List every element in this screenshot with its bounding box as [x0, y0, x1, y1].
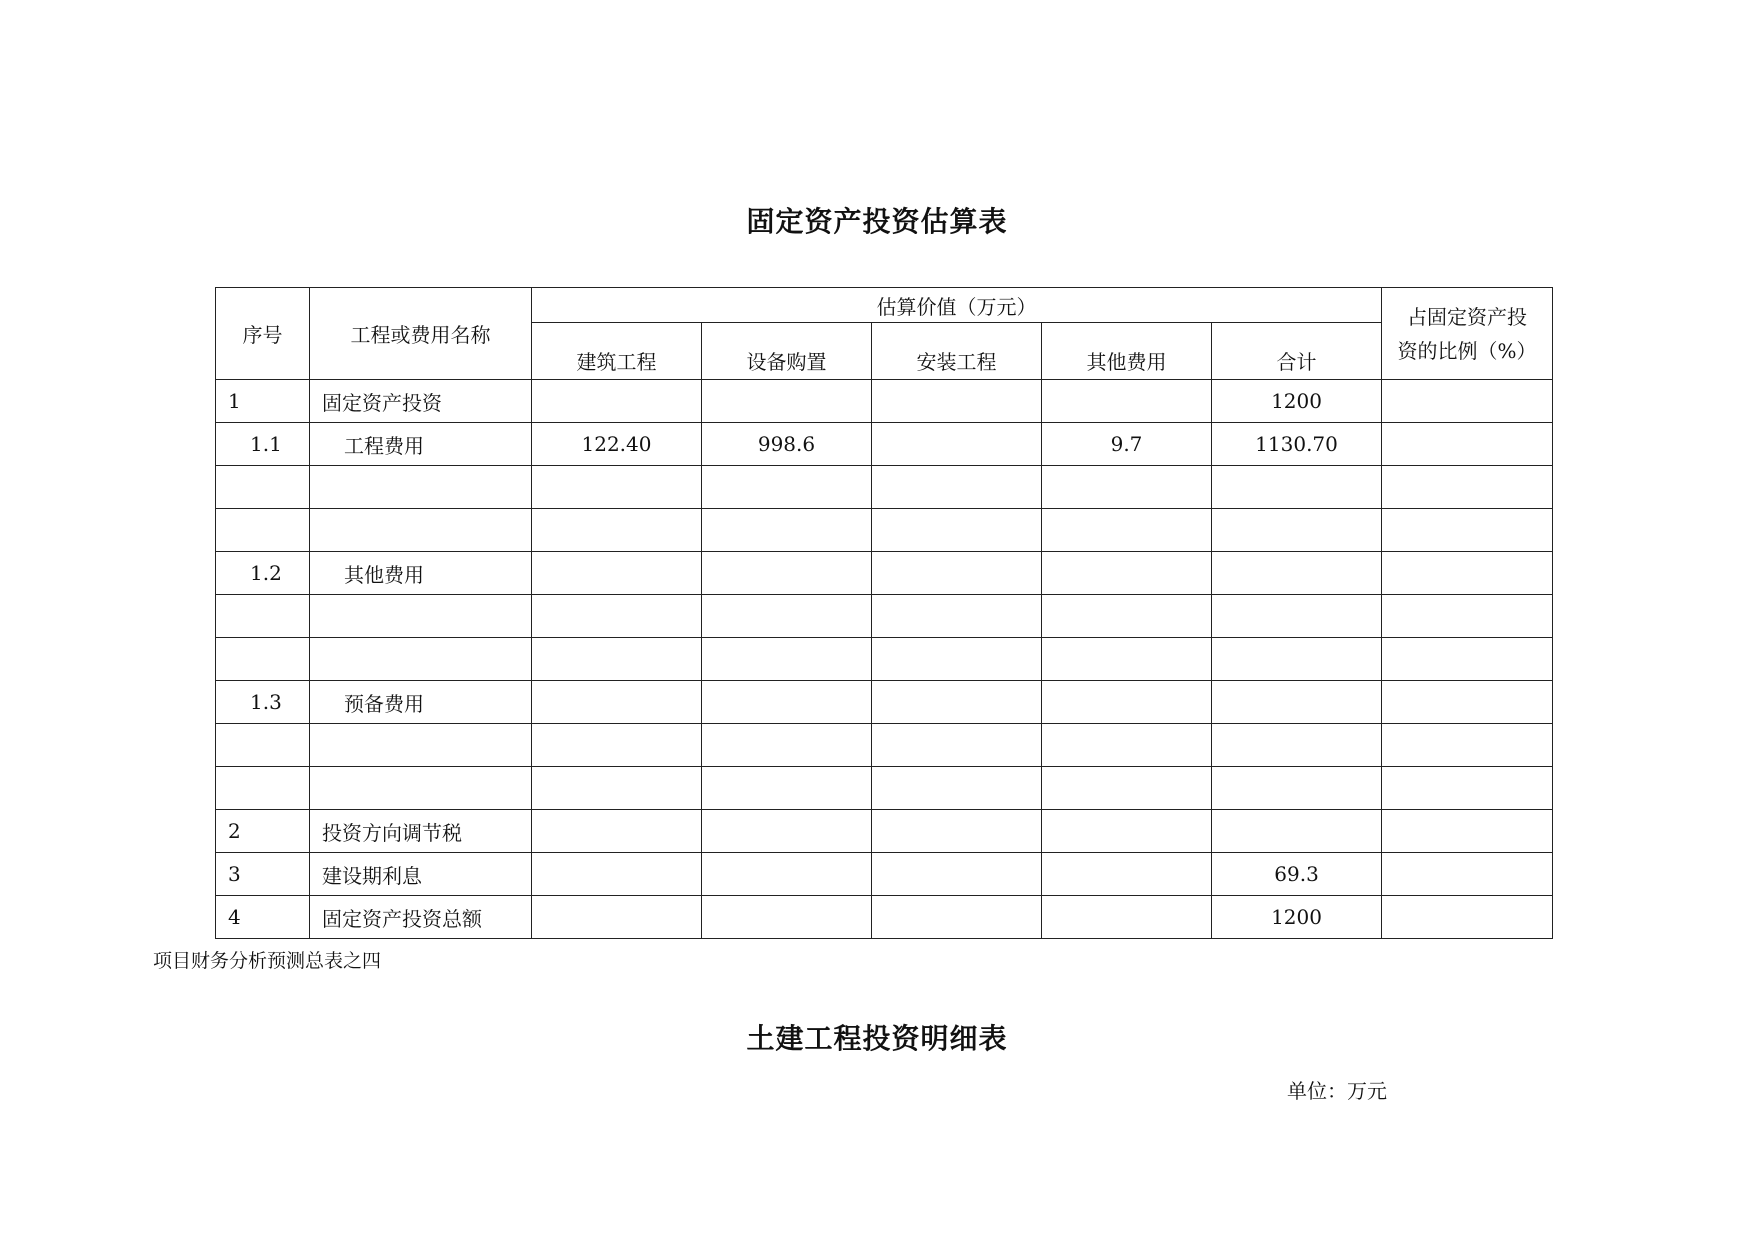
row-name: 建设期利息	[310, 853, 532, 896]
cell-ratio	[1382, 853, 1553, 896]
table-row	[216, 595, 1553, 638]
cell-total	[1212, 810, 1382, 853]
header-ratio-line2: 资的比例（%）	[1397, 338, 1537, 363]
cell-installation	[872, 767, 1042, 810]
cell-equipment	[702, 509, 872, 552]
cell-ratio	[1382, 423, 1553, 466]
cell-other	[1042, 810, 1212, 853]
row-name: 固定资产投资	[310, 380, 532, 423]
cell-installation	[872, 724, 1042, 767]
cell-other	[1042, 681, 1212, 724]
row-seq: 3	[216, 853, 310, 896]
header-col-building: 建筑工程	[532, 323, 702, 380]
cell-total	[1212, 466, 1382, 509]
cell-ratio	[1382, 466, 1553, 509]
cell-equipment	[702, 724, 872, 767]
cell-equipment	[702, 552, 872, 595]
cell-ratio	[1382, 767, 1553, 810]
cell-installation	[872, 681, 1042, 724]
cell-installation	[872, 509, 1042, 552]
cell-equipment	[702, 681, 872, 724]
header-ratio-line1: 占固定资产投	[1407, 304, 1528, 329]
row-name	[310, 466, 532, 509]
cell-building	[532, 853, 702, 896]
row-name	[310, 724, 532, 767]
cell-ratio	[1382, 380, 1553, 423]
table-row	[216, 423, 1553, 466]
cell-ratio	[1382, 509, 1553, 552]
cell-installation	[872, 896, 1042, 939]
row-name	[310, 595, 532, 638]
cell-equipment	[702, 853, 872, 896]
table-row	[216, 896, 1553, 939]
cell-other	[1042, 466, 1212, 509]
cell-building	[532, 724, 702, 767]
cell-total	[1212, 509, 1382, 552]
header-col-installation: 安装工程	[872, 323, 1042, 380]
row-seq	[216, 466, 310, 509]
table-row	[216, 853, 1553, 896]
cell-equipment	[702, 767, 872, 810]
row-name	[310, 509, 532, 552]
row-name: 工程费用	[310, 423, 532, 466]
cell-ratio	[1382, 595, 1553, 638]
cell-equipment	[702, 380, 872, 423]
cell-installation	[872, 595, 1042, 638]
cell-other	[1042, 638, 1212, 681]
cell-other	[1042, 767, 1212, 810]
cell-building: 122.40	[532, 423, 702, 466]
row-seq: 1.1	[216, 423, 310, 466]
cell-installation	[872, 423, 1042, 466]
cell-total	[1212, 724, 1382, 767]
table-row	[216, 552, 1553, 595]
cell-ratio	[1382, 810, 1553, 853]
cell-equipment: 998.6	[702, 423, 872, 466]
header-name: 工程或费用名称	[310, 288, 532, 380]
row-seq	[216, 595, 310, 638]
cell-building	[532, 595, 702, 638]
row-seq	[216, 724, 310, 767]
cell-installation	[872, 552, 1042, 595]
cell-total: 1200	[1212, 380, 1382, 423]
cell-building	[532, 509, 702, 552]
cell-total	[1212, 681, 1382, 724]
cell-other	[1042, 724, 1212, 767]
cell-installation	[872, 853, 1042, 896]
cell-other	[1042, 896, 1212, 939]
cell-total: 69.3	[1212, 853, 1382, 896]
cell-total: 1200	[1212, 896, 1382, 939]
cell-building	[532, 767, 702, 810]
table-row	[216, 767, 1553, 810]
table-row	[216, 724, 1553, 767]
row-name: 投资方向调节税	[310, 810, 532, 853]
cell-other	[1042, 853, 1212, 896]
cell-installation	[872, 466, 1042, 509]
cell-ratio	[1382, 681, 1553, 724]
cell-other: 9.7	[1042, 423, 1212, 466]
cell-ratio	[1382, 896, 1553, 939]
cell-other	[1042, 552, 1212, 595]
cell-equipment	[702, 896, 872, 939]
cell-total	[1212, 552, 1382, 595]
cell-total: 1130.70	[1212, 423, 1382, 466]
cell-total	[1212, 595, 1382, 638]
cell-other	[1042, 595, 1212, 638]
cell-other	[1042, 380, 1212, 423]
second-table-title: 土建工程投资明细表	[746, 1022, 1008, 1055]
table-row	[216, 466, 1553, 509]
table-row	[216, 380, 1553, 423]
table-row	[216, 810, 1553, 853]
unit-label: 单位：万元	[1287, 1079, 1387, 1103]
header-col-equipment: 设备购置	[702, 323, 872, 380]
cell-installation	[872, 380, 1042, 423]
row-seq: 1.3	[216, 681, 310, 724]
row-name: 其他费用	[310, 552, 532, 595]
cell-building	[532, 638, 702, 681]
cell-other	[1042, 509, 1212, 552]
fixed-asset-investment-table	[215, 287, 1553, 939]
header-col-total: 合计	[1212, 323, 1382, 380]
cell-ratio	[1382, 552, 1553, 595]
row-seq	[216, 638, 310, 681]
row-name: 固定资产投资总额	[310, 896, 532, 939]
row-seq: 2	[216, 810, 310, 853]
cell-building	[532, 681, 702, 724]
row-seq	[216, 767, 310, 810]
table-title: 固定资产投资估算表	[746, 205, 1008, 238]
cell-equipment	[702, 810, 872, 853]
header-seq: 序号	[216, 288, 310, 380]
table-row	[216, 681, 1553, 724]
cell-installation	[872, 638, 1042, 681]
table-row	[216, 638, 1553, 681]
row-seq: 4	[216, 896, 310, 939]
cell-equipment	[702, 466, 872, 509]
cell-equipment	[702, 595, 872, 638]
footnote: 项目财务分析预测总表之四	[153, 950, 382, 972]
cell-building	[532, 896, 702, 939]
row-name	[310, 638, 532, 681]
row-name: 预备费用	[310, 681, 532, 724]
row-seq: 1	[216, 380, 310, 423]
row-seq	[216, 509, 310, 552]
header-estimate-group: 估算价值（万元）	[532, 288, 1382, 323]
cell-building	[532, 466, 702, 509]
cell-total	[1212, 638, 1382, 681]
header-ratio	[1382, 288, 1553, 380]
cell-ratio	[1382, 638, 1553, 681]
cell-building	[532, 552, 702, 595]
cell-equipment	[702, 638, 872, 681]
cell-total	[1212, 767, 1382, 810]
cell-building	[532, 810, 702, 853]
row-name	[310, 767, 532, 810]
row-seq: 1.2	[216, 552, 310, 595]
cell-installation	[872, 810, 1042, 853]
table-row	[216, 509, 1553, 552]
cell-building	[532, 380, 702, 423]
cell-ratio	[1382, 724, 1553, 767]
header-col-other: 其他费用	[1042, 323, 1212, 380]
